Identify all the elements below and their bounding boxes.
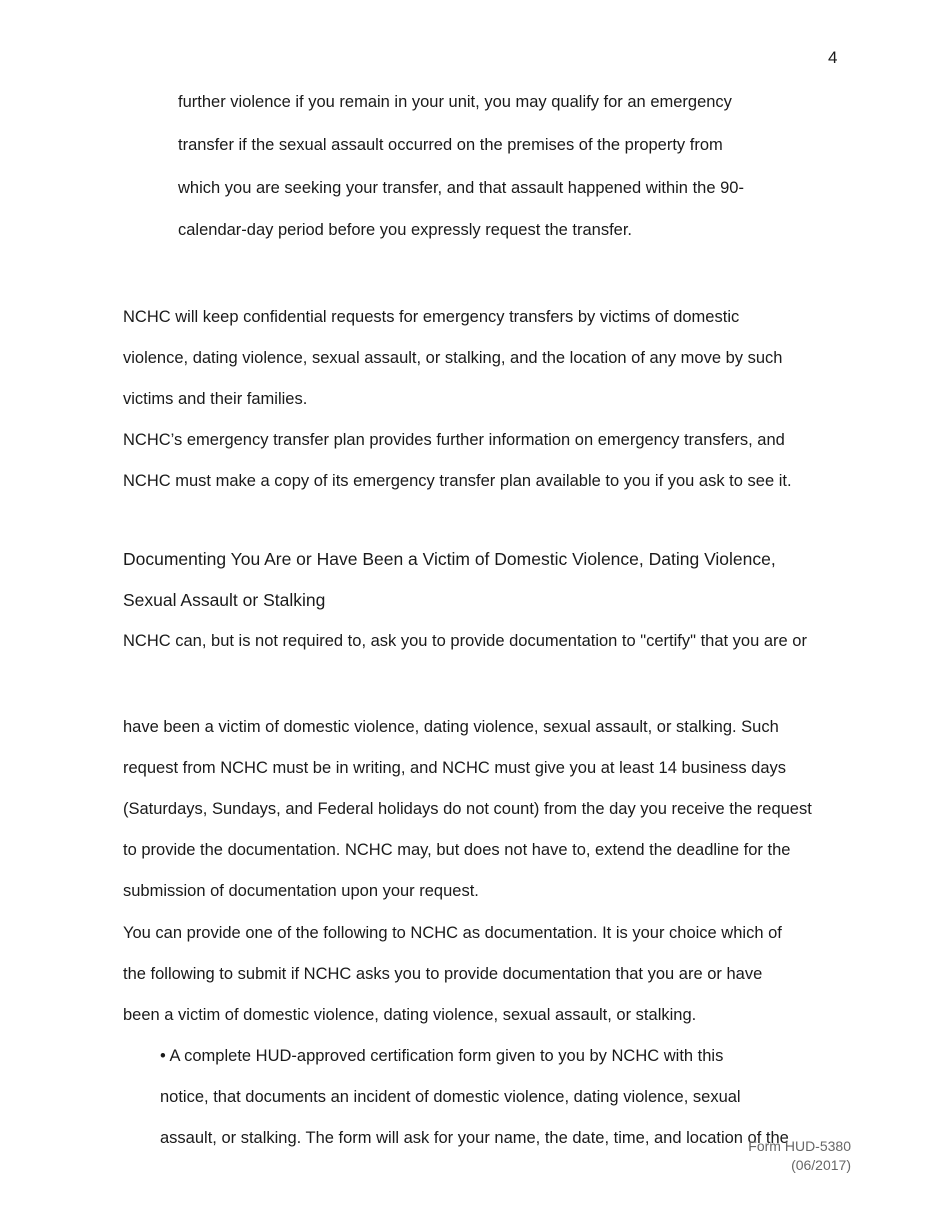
footer-date: (06/2017) <box>791 1157 851 1173</box>
certify-para-line: to provide the documentation. NCHC may, but does not have to, extend the deadline for the <box>123 841 791 859</box>
certify-para-line: have been a victim of domestic violence, dating violence, sexual assault, or stalking. Such <box>123 718 779 736</box>
confidential-line: NCHC will keep confidential requests for emergency transfers by victims of domestic <box>123 308 740 326</box>
bullet-line: assault, or stalking. The form will ask for your name, the date, time, and location of the <box>160 1129 789 1147</box>
certify-para-line: submission of documentation upon your request. <box>123 882 479 900</box>
plan-line: NCHC must make a copy of its emergency transfer plan available to you if you ask to see it. <box>123 472 792 490</box>
footer-form: Form HUD-5380 <box>748 1138 851 1154</box>
page-number: 4 <box>828 48 838 67</box>
continuation-line: transfer if the sexual assault occurred on the premises of the property from <box>178 136 723 154</box>
plan-line: NCHC’s emergency transfer plan provides further information on emergency transfers, and <box>123 431 785 449</box>
continuation-line: calendar-day period before you expressly request the transfer. <box>178 221 633 239</box>
certify-para-line: request from NCHC must be in writing, and NCHC must give you at least 14 business days <box>123 759 787 777</box>
continuation-line: further violence if you remain in your unit, you may qualify for an emergency <box>178 93 732 111</box>
bullet-line: notice, that documents an incident of domestic violence, dating violence, sexual <box>160 1088 741 1106</box>
certify-line: NCHC can, but is not required to, ask you to provide documentation to "certify" that you are or <box>123 632 807 650</box>
section-heading: Sexual Assault or Stalking <box>123 590 326 610</box>
bullet-line: • A complete HUD-approved certification form given to you by NCHC with this <box>160 1047 724 1065</box>
choice-line: You can provide one of the following to NCHC as documentation. It is your choice which of <box>123 924 782 942</box>
choice-line: been a victim of domestic violence, dating violence, sexual assault, or stalking. <box>123 1006 697 1024</box>
choice-line: the following to submit if NCHC asks you to provide documentation that you are or have <box>123 965 763 983</box>
confidential-line: violence, dating violence, sexual assault, or stalking, and the location of any move by such <box>123 349 783 367</box>
continuation-line: which you are seeking your transfer, and that assault happened within the 90- <box>178 179 744 197</box>
section-heading: Documenting You Are or Have Been a Victim of Domestic Violence, Dating Violence, <box>123 549 776 569</box>
certify-para-line: (Saturdays, Sundays, and Federal holidays do not count) from the day you receive the request <box>123 800 812 818</box>
confidential-line: victims and their families. <box>123 390 308 408</box>
